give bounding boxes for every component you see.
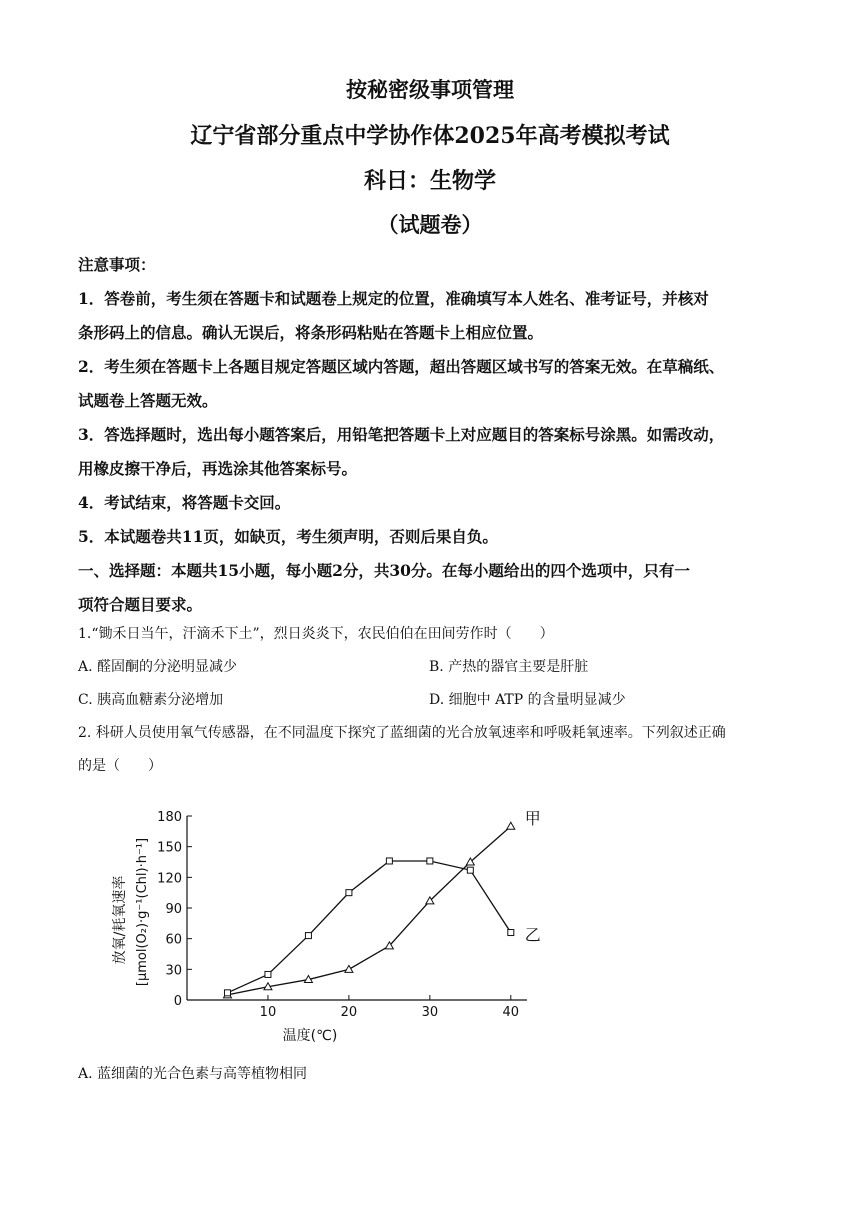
notice-line: 1．答卷前，考生须在答题卡和试题卷上规定的位置，准确填写本人姓名、准考证号，并核对	[78, 289, 709, 308]
option-b: B. 产热的器官主要是肝脏	[429, 659, 589, 675]
notice-line: 5．本试题卷共11页，如缺页，考生须声明，否则后果自负。	[78, 527, 498, 546]
secret-label: 按秘密级事项管理	[346, 77, 514, 102]
question-stem: 1.“锄禾日当午，汗滴禾下土”，烈日炎炎下，农民伯伯在田间劳作时（ ）	[78, 626, 554, 642]
notice-line: 条形码上的信息。确认无误后，将条形码粘贴在答题卡上相应位置。	[78, 323, 544, 342]
y-tick-label: 0	[173, 994, 182, 1009]
x-tick-label: 30	[421, 1005, 439, 1020]
option-a: A. 醛固酮的分泌明显减少	[78, 659, 238, 675]
y-axis-unit: [μmol(O₂)·g⁻¹(Chl)·h⁻¹]	[135, 837, 150, 987]
section-heading: 一、选择题：本题共15小题，每小题2分，共30分。在每小题给出的四个选项中，只有一	[78, 561, 690, 580]
x-tick-label: 10	[259, 1005, 277, 1020]
question-stem: 2. 科研人员使用氧气传感器，在不同温度下探究了蓝细菌的光合放氧速率和呼吸耗氧速率。下列叙述正确	[78, 725, 726, 741]
y-tick-label: 150	[157, 840, 182, 856]
y-tick-label: 120	[157, 871, 182, 887]
notice-line: 4．考试结束，将答题卡交回。	[78, 493, 291, 512]
y-tick-label: 60	[165, 932, 182, 948]
section-heading-cont: 项符合题目要求。	[78, 595, 203, 614]
rate-chart	[100, 800, 541, 1050]
y-tick-label: 30	[165, 963, 182, 979]
option-row	[78, 684, 783, 717]
question-2-options	[78, 1058, 783, 1091]
booklet-label: （试题卷）	[377, 212, 483, 237]
option-c: C. 胰高血糖素分泌增加	[78, 692, 224, 708]
data-point-triangle	[345, 965, 353, 972]
y-tick-label: 180	[157, 810, 182, 825]
data-point-square	[467, 867, 473, 873]
option-a: A. 蓝细菌的光合色素与高等植物相同	[78, 1066, 308, 1082]
data-point-triangle	[507, 822, 515, 829]
notice-line: 2．考生须在答题卡上各题目规定答题区域内答题，超出答题区域书写的答案无效。在草稿纸、	[78, 357, 725, 376]
notice-line: 用橡皮擦干净后，再选涂其他答案标号。	[78, 459, 358, 478]
series-label: 甲	[524, 809, 541, 829]
question-1	[78, 618, 783, 783]
data-point-square	[427, 858, 433, 864]
notice-section	[78, 248, 783, 622]
series-label: 乙	[524, 925, 541, 945]
x-axis-label: 温度(℃)	[282, 1028, 338, 1044]
series-line	[227, 826, 510, 995]
notice-line: 3．答选择题时，选出每小题答案后，用铅笔把答题卡上对应题目的答案标号涂黑。如需改动，	[78, 425, 725, 444]
data-point-square	[224, 990, 230, 996]
data-point-square	[305, 933, 311, 939]
y-axis-label: 放氧/耗氧速率	[112, 875, 128, 965]
data-point-square	[265, 971, 271, 977]
data-point-square	[508, 930, 514, 936]
subject-line: 科日：生物学	[363, 168, 496, 194]
option-row	[78, 651, 783, 684]
data-point-square	[346, 890, 352, 896]
question-stem-cont: 的是（ ）	[78, 758, 162, 774]
data-point-square	[386, 858, 392, 864]
x-tick-label: 40	[502, 1005, 520, 1020]
option-d: D. 细胞中 ATP 的含量明显减少	[429, 692, 626, 708]
x-tick-label: 20	[340, 1005, 358, 1020]
notice-heading: 注意事项：	[78, 255, 156, 274]
y-tick-label: 90	[165, 902, 182, 917]
notice-line: 试题卷上答题无效。	[78, 391, 218, 410]
exam-title: 辽宁省部分重点中学协作体2025年高考模拟考试	[190, 123, 670, 149]
